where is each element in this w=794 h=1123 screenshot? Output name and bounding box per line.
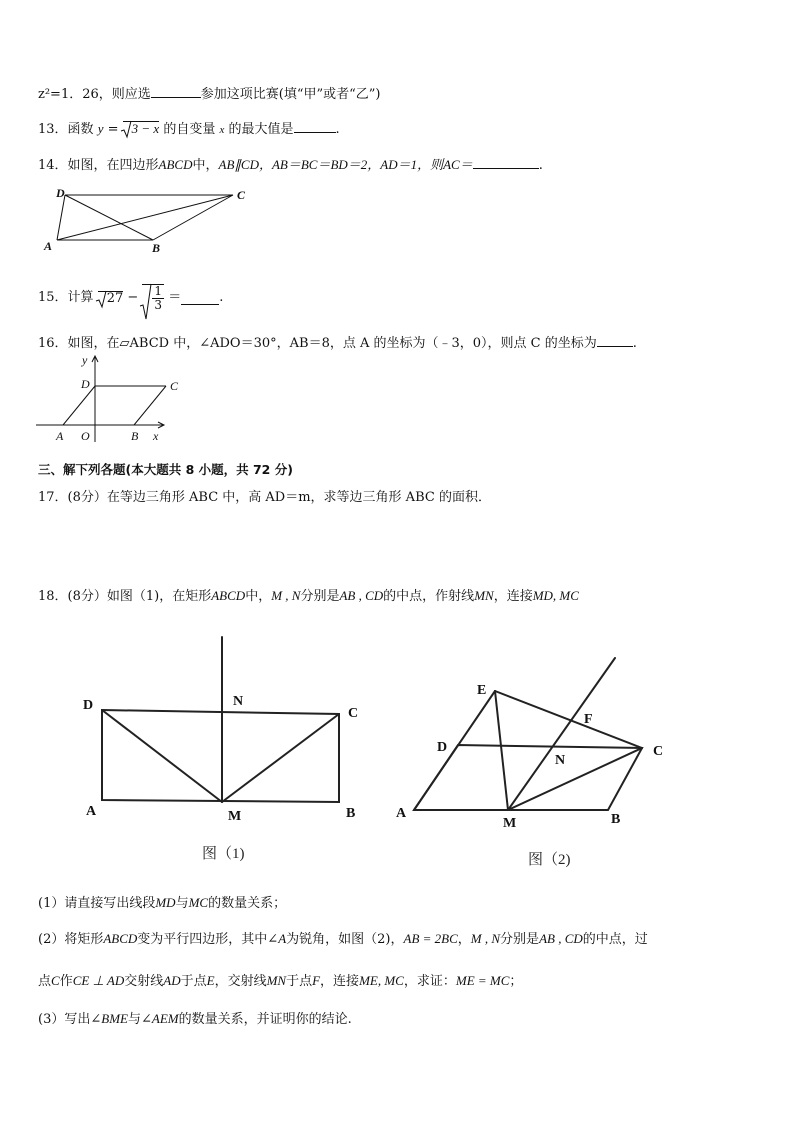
q18-p1a: (1）请直接写出线段 — [38, 896, 156, 911]
q18-p2-a: A — [278, 931, 287, 946]
section-3-heading: 三、解下列各题(本大题共 8 小题，共 72 分) — [38, 462, 293, 477]
q12-tail — [38, 84, 381, 104]
q18-p2d: ， — [457, 932, 471, 947]
q18-p2k: ，交射线 — [214, 974, 267, 989]
q18-p2-mn2: MN — [266, 973, 287, 988]
q18-p2e: 分别是 — [500, 932, 540, 947]
figure-16 — [36, 352, 179, 444]
q12-answer-blank[interactable] — [151, 84, 201, 98]
fig16-label-x: x — [153, 429, 159, 443]
q13-end: 的最大值是 — [228, 122, 294, 137]
q18-abcd: AB , CD — [339, 588, 384, 603]
q13-number: 13．函数 — [38, 122, 94, 137]
q18-t1: 中， — [245, 589, 272, 604]
q18-p3a: (3）写出∠ — [38, 1012, 102, 1027]
q13-y: y — [97, 121, 104, 136]
figure-18-2 — [390, 650, 690, 875]
q18-part-3 — [38, 1010, 352, 1029]
q18-mn: M , N — [271, 588, 301, 603]
fig18a-label-n: N — [233, 694, 244, 709]
q18-p1b: 与 — [175, 896, 189, 911]
q18-part-2-line-1 — [38, 930, 648, 949]
question-13 — [38, 119, 340, 139]
q18-p2g: 点 — [38, 974, 52, 989]
q15-sqrt-27 — [98, 291, 124, 306]
fig16-label-b: B — [131, 429, 139, 443]
fig18b-label-c: C — [653, 744, 664, 759]
q18-t2: 分别是 — [300, 589, 340, 604]
q14-ac: AC＝ — [443, 157, 473, 172]
figure-14 — [38, 184, 258, 256]
q16-text: 16．如图，在▱ABCD 中，∠ADO＝30°，AB＝8，点 A 的坐标为（﹣3，0），则点 C 的坐标为 — [38, 336, 597, 351]
q15-fraction — [152, 285, 164, 312]
q18-p3-aem: AEM — [151, 1011, 179, 1026]
q18-p2-f: F — [312, 973, 321, 988]
fig18b-label-n: N — [555, 753, 566, 768]
q18-p2b: 变为平行四边形，其中∠ — [137, 932, 279, 947]
q18-p2-ad: AD — [163, 973, 181, 988]
q14-answer-blank[interactable] — [473, 155, 539, 169]
q12-prefix: z²=1．26，则应选 — [38, 87, 151, 102]
fig18b-caption: 图（2) — [528, 852, 571, 868]
radical-sign-icon — [121, 121, 131, 138]
q18-p1-mc: MC — [188, 895, 209, 910]
figure-18-1 — [80, 635, 380, 870]
question-15 — [38, 284, 223, 324]
question-18 — [38, 587, 579, 606]
fig18b-label-d: D — [437, 740, 448, 755]
q18-head: 18．(8分）如图（1)，在矩形 — [38, 589, 212, 604]
q16-answer-blank[interactable] — [597, 333, 633, 347]
q18-p3c: 的数量关系，并证明你的结论. — [178, 1012, 352, 1027]
fig14-label-a: A — [44, 239, 53, 253]
q18-p1c: 的数量关系； — [208, 896, 287, 911]
q18-p2-eq: AB = 2BC — [403, 931, 458, 946]
fig16-label-d: D — [81, 377, 90, 391]
q18-p2-mn: M , N — [470, 931, 501, 946]
q15-frac-num: 1 — [154, 284, 163, 298]
q13-radicand: 3 − x — [131, 121, 160, 136]
q18-p2-me: ME, MC — [359, 973, 404, 988]
q18-p2-e: E — [206, 973, 215, 988]
q15-sqrt-frac — [142, 284, 164, 312]
q18-p2-abcd2: AB , CD — [539, 931, 583, 946]
q18-p3b: 与∠ — [127, 1012, 152, 1027]
q13-answer-blank[interactable] — [294, 119, 336, 133]
q18-t4: ，连接 — [493, 589, 533, 604]
q18-mdmc: MD, MC — [532, 588, 579, 603]
radical-sign-icon — [140, 284, 151, 320]
question-17: 17．(8分）在等边三角形 ABC 中，高 AD＝m，求等边三角形 ABC 的面积． — [38, 490, 491, 505]
q14-dot: . — [538, 158, 543, 173]
question-14 — [38, 155, 543, 175]
q18-p2-ce: CE ⊥ AD — [72, 973, 125, 988]
q16-dot: . — [632, 336, 637, 351]
q14-text: 14．如图，在四边形 — [38, 158, 159, 173]
q18-p2o: ； — [509, 974, 523, 989]
q18-part-2-line-2 — [38, 972, 522, 991]
fig16-label-y: y — [82, 353, 88, 367]
q18-ray: MN — [474, 588, 494, 603]
q18-p2-proof: ME = MC — [455, 973, 510, 988]
q14-middle: 中， — [192, 158, 219, 173]
q15-frac-den: 3 — [154, 298, 163, 312]
q13-var: x — [219, 124, 225, 136]
fig18b-label-b: B — [611, 812, 621, 827]
q15-radicand-27: 27 — [106, 290, 124, 306]
fig18b-label-a: A — [396, 806, 407, 821]
q18-p2n: ，求证： — [403, 974, 456, 989]
q15-dot: . — [219, 290, 224, 305]
fig14-label-c: C — [237, 188, 246, 202]
fig18a-label-m: M — [228, 809, 242, 824]
q18-p2h: 作 — [59, 974, 73, 989]
q18-t3: 的中点，作射线 — [383, 589, 475, 604]
q18-rect: ABCD — [211, 588, 246, 603]
fig18a-label-a: A — [86, 804, 97, 819]
q18-p2j: 于点 — [180, 974, 207, 989]
q13-eq: = — [103, 122, 123, 137]
question-16 — [38, 333, 637, 353]
q18-p2-c: C — [51, 973, 60, 988]
q15-minus: − — [127, 290, 139, 305]
fig16-label-a: A — [56, 429, 64, 443]
q14-quad: ABCD — [158, 157, 193, 172]
q14-condition: AB∥CD，AB＝BC＝BD＝2，AD＝1，则 — [218, 157, 444, 172]
q18-part-1 — [38, 894, 286, 913]
fig16-label-c: C — [170, 379, 179, 393]
q15-eq: ＝ — [168, 290, 182, 305]
fig14-label-d: D — [56, 186, 65, 200]
q18-p2m: ，连接 — [320, 974, 360, 989]
fig16-label-o: O — [81, 429, 90, 443]
fig18b-label-m: M — [503, 816, 517, 831]
q18-p3-bme: BME — [101, 1011, 128, 1026]
fig18b-label-f: F — [584, 712, 593, 727]
fig18b-label-e: E — [477, 683, 487, 698]
fig14-label-b: B — [152, 241, 161, 255]
q12-suffix: 参加这项比赛(填“甲”或者“乙”) — [200, 87, 381, 102]
q15-number: 15．计算 — [38, 290, 94, 305]
q13-mid: 的自变量 — [163, 122, 216, 137]
fig18a-label-d: D — [83, 698, 94, 713]
q18-p2-abcd: ABCD — [103, 931, 138, 946]
q13-dot: . — [335, 122, 340, 137]
fig18a-label-c: C — [348, 706, 359, 721]
q18-p1-md: MD — [155, 895, 176, 910]
q13-sqrt — [123, 121, 160, 137]
q18-p2l: 于点 — [286, 974, 313, 989]
q15-answer-blank[interactable] — [181, 291, 219, 305]
q18-p2f: 的中点，过 — [582, 932, 648, 947]
fig18a-caption: 图（1) — [202, 846, 245, 862]
q18-p2a: (2）将矩形 — [38, 932, 104, 947]
q18-p2c: 为锐角，如图（2)， — [286, 932, 404, 947]
q18-p2i: 交射线 — [124, 974, 164, 989]
fig18a-label-b: B — [346, 806, 356, 821]
radical-sign-icon — [96, 291, 106, 308]
